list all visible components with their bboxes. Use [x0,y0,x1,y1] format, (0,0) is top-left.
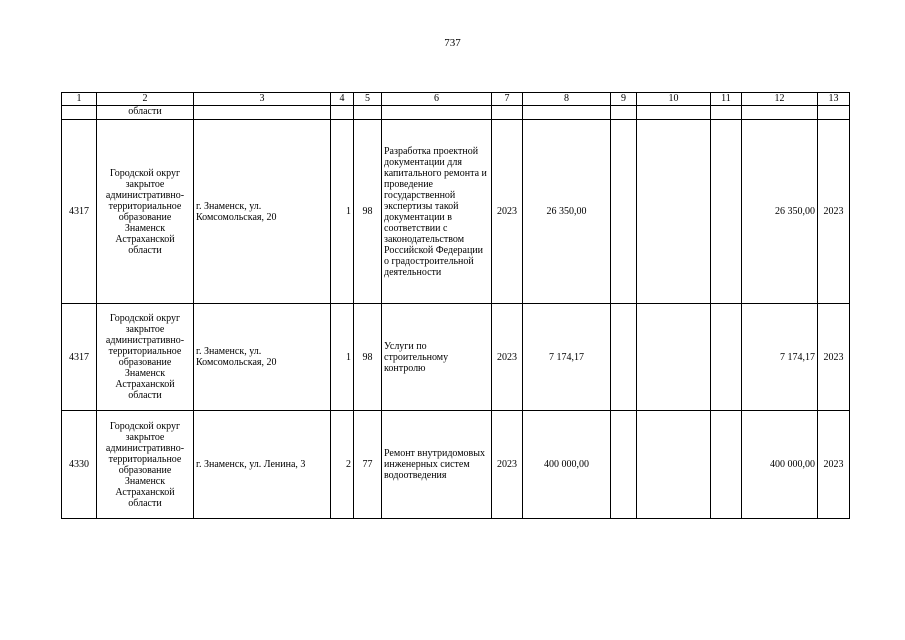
cell-col12: 26 350,00 [742,120,818,304]
table-cell [382,106,492,120]
cell-total-cost: 400 000,00 [523,411,611,519]
cell-year: 2023 [492,120,523,304]
table-cell [711,106,742,120]
table-cell [331,106,354,120]
cell-col13: 2023 [818,411,850,519]
cell-address: г. Знаменск, ул. Комсомольская, 20 [194,304,331,411]
cell-col13: 2023 [818,304,850,411]
cell-municipality: Городской округ закрытое административно-территориальное образование Знаменск Астраханской области [97,411,194,519]
table-cell [62,106,97,120]
header-cell: 6 [382,93,492,106]
table-cell [637,106,711,120]
table-row [62,304,850,411]
cell-col11 [711,120,742,304]
table-row [62,120,850,304]
cell-col10 [637,304,711,411]
header-cell: 13 [818,93,850,106]
table-cell [492,106,523,120]
cell-code: 4317 [62,120,97,304]
cell-total-cost: 7 174,17 [523,304,611,411]
cell-col9 [611,411,637,519]
cell-col4: 1 [331,304,354,411]
header-cell: 11 [711,93,742,106]
data-table [61,92,850,519]
cell-col4: 1 [331,120,354,304]
cell-address: г. Знаменск, ул. Комсомольская, 20 [194,120,331,304]
cell-col10 [637,411,711,519]
continuation-row [62,106,850,120]
cell-col12: 7 174,17 [742,304,818,411]
cell-col9 [611,120,637,304]
header-cell: 4 [331,93,354,106]
table-cell: области [97,106,194,120]
page-number: 737 [444,37,461,49]
cell-code: 4330 [62,411,97,519]
cell-col12: 400 000,00 [742,411,818,519]
table-cell [818,106,850,120]
cell-code: 4317 [62,304,97,411]
cell-col13: 2023 [818,120,850,304]
table-row [62,411,850,519]
header-cell: 5 [354,93,382,106]
header-row [62,93,850,106]
cell-municipality: Городской округ закрытое административно-территориальное образование Знаменск Астраханской области [97,304,194,411]
header-cell: 2 [97,93,194,106]
cell-total-cost: 26 350,00 [523,120,611,304]
cell-col11 [711,304,742,411]
cell-col10 [637,120,711,304]
table-cell [354,106,382,120]
header-cell: 8 [523,93,611,106]
cell-year: 2023 [492,304,523,411]
table-cell [611,106,637,120]
cell-address: г. Знаменск, ул. Ленина, 3 [194,411,331,519]
cell-year: 2023 [492,411,523,519]
cell-col4: 2 [331,411,354,519]
cell-work-type: Услуги по строительному контролю [382,304,492,411]
header-cell: 9 [611,93,637,106]
table-cell [194,106,331,120]
table-cell [742,106,818,120]
header-cell: 7 [492,93,523,106]
cell-col5: 77 [354,411,382,519]
header-cell: 3 [194,93,331,106]
cell-work-type: Ремонт внутридомовых инженерных систем водоотведения [382,411,492,519]
cell-col9 [611,304,637,411]
header-cell: 10 [637,93,711,106]
cell-col5: 98 [354,120,382,304]
header-cell: 12 [742,93,818,106]
cell-work-type: Разработка проектной документации для капитального ремонта и проведение государственной экспертизы такой документации в соответствии с законодательством Российской Федерации о градостроительной деятельности [382,120,492,304]
cell-col11 [711,411,742,519]
cell-col5: 98 [354,304,382,411]
cell-municipality: Городской округ закрытое административно-территориальное образование Знаменск Астраханской области [97,120,194,304]
table-cell [523,106,611,120]
header-cell: 1 [62,93,97,106]
